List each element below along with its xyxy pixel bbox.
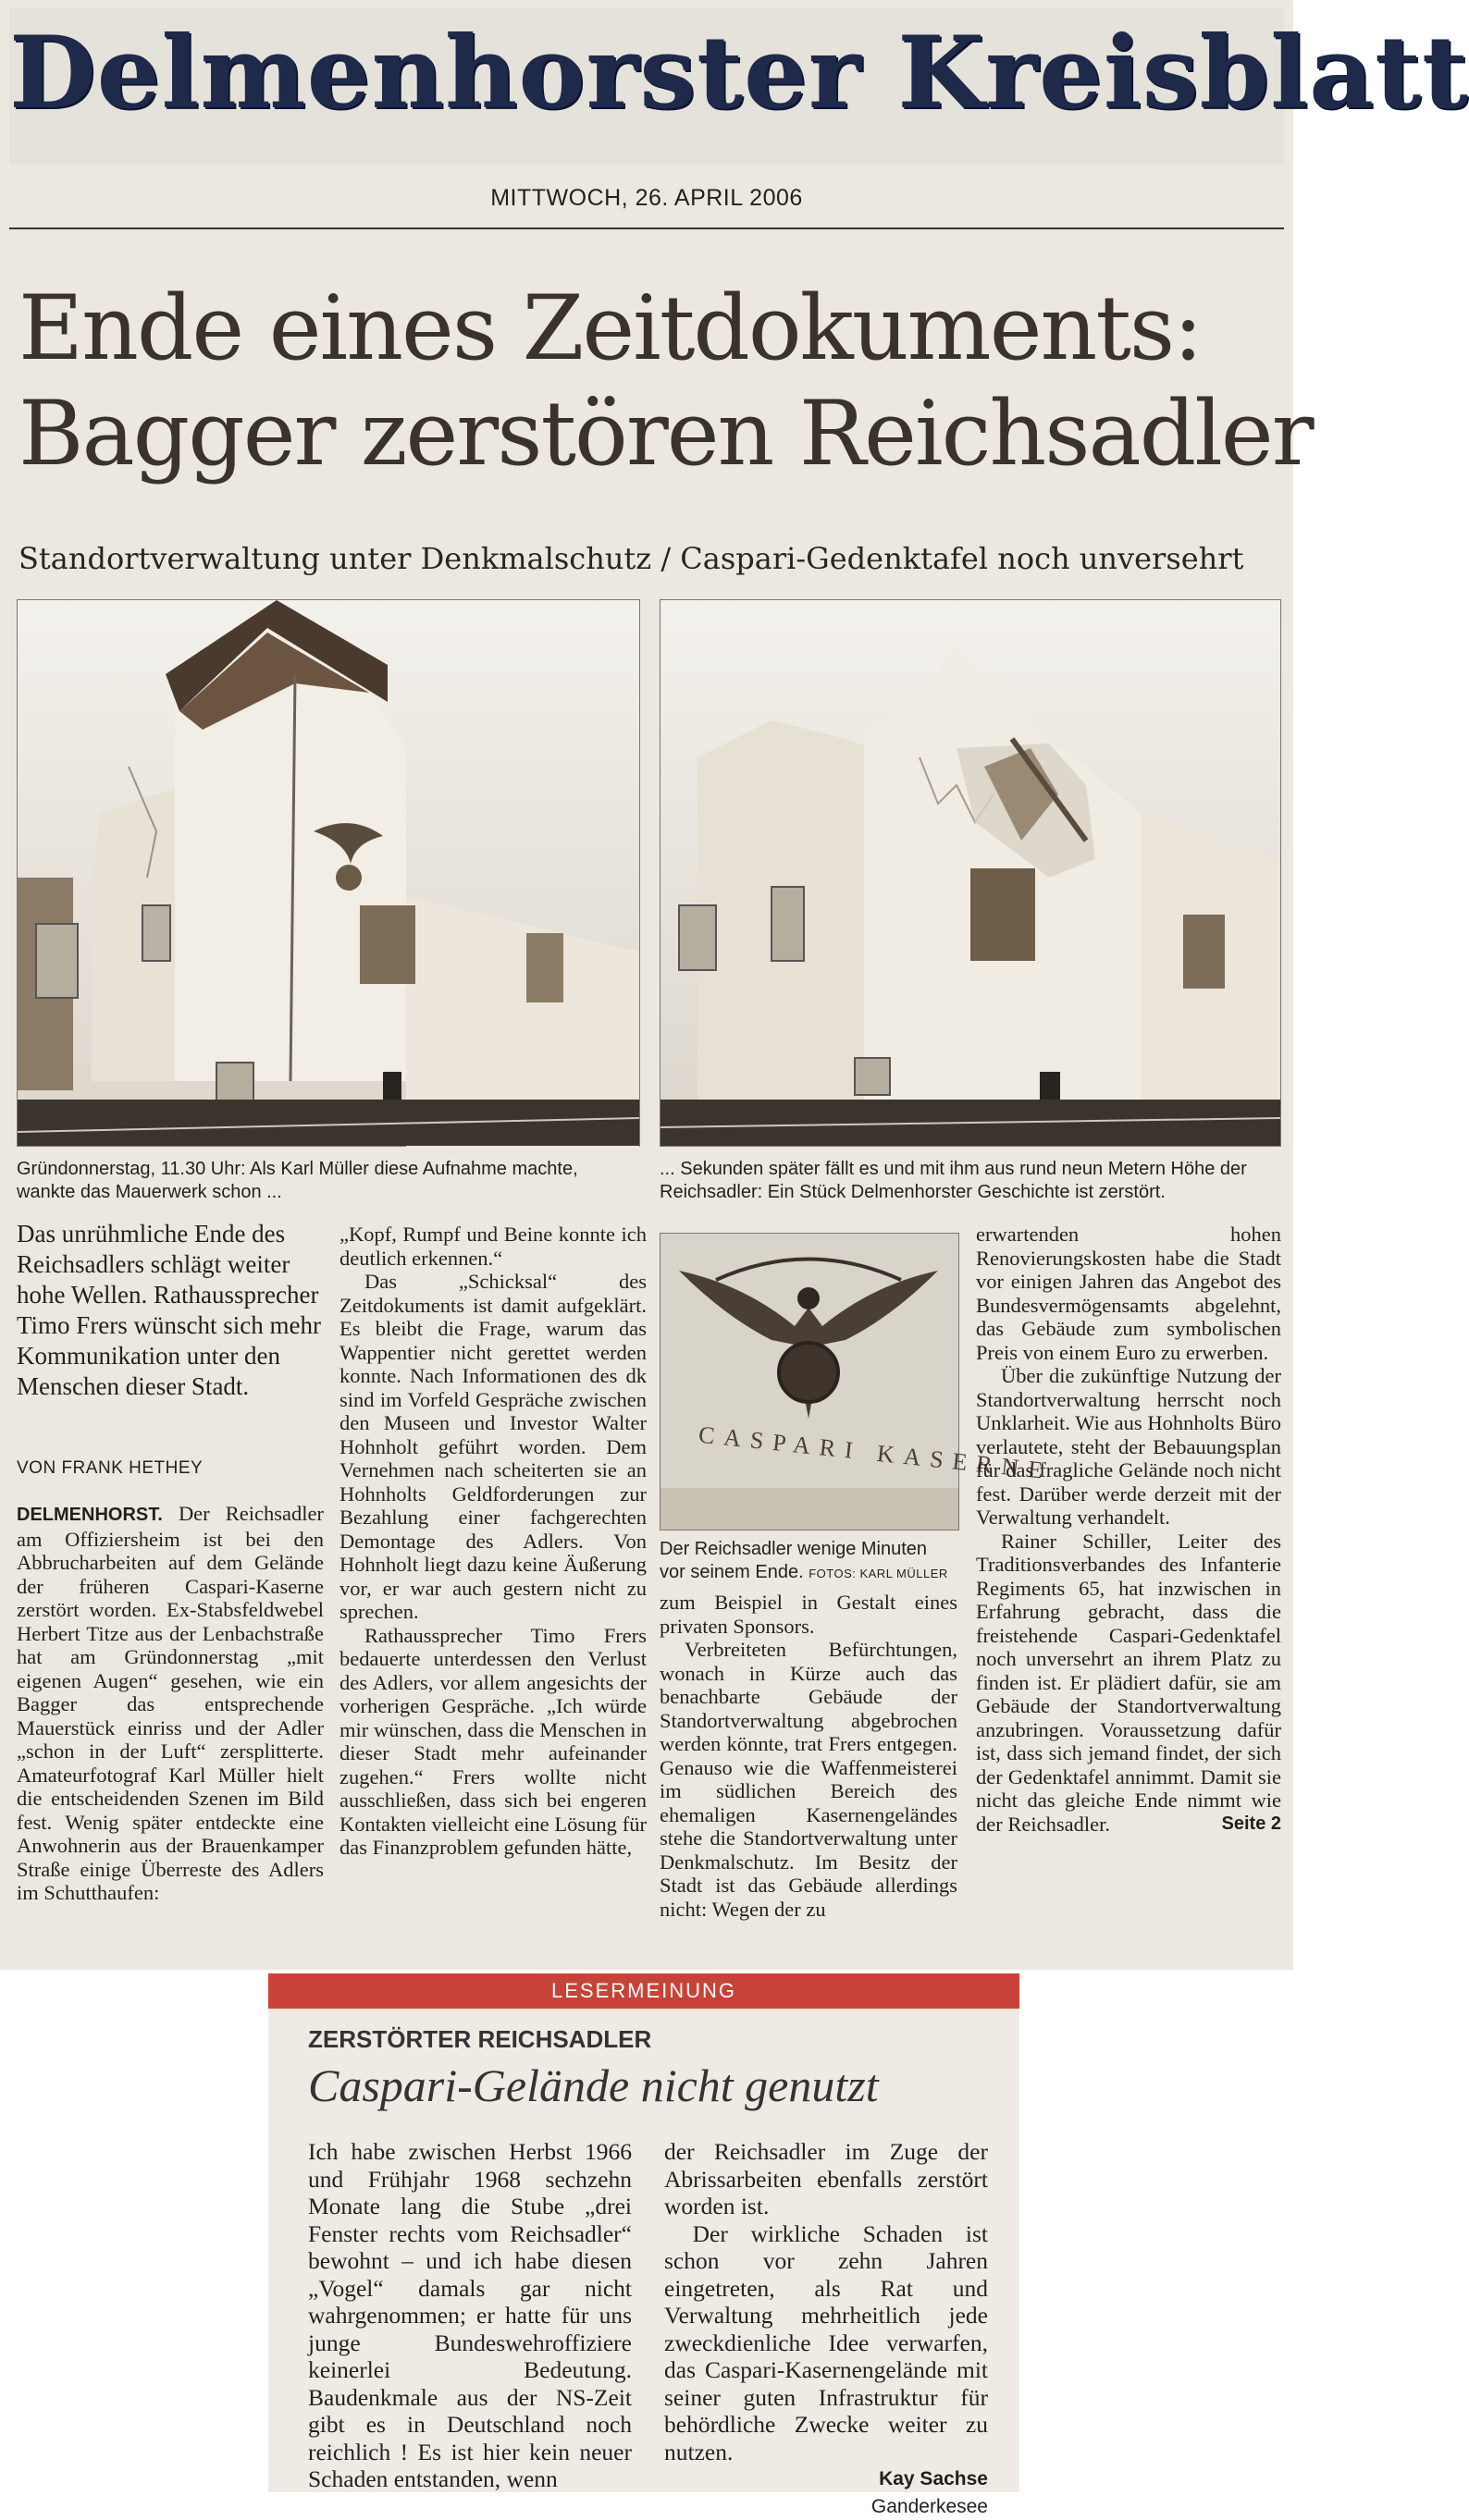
- photo-credit: FOTOS: KARL MÜLLER: [809, 1567, 948, 1580]
- headline-line-1: Ende eines Zeitdokuments:: [19, 276, 1286, 381]
- eagle-caption-text: Der Reichsadler wenige Minuten vor seinem Ende.: [660, 1539, 927, 1582]
- letter-author: Kay Sachse: [664, 2465, 988, 2493]
- eagle-caption: [660, 1538, 957, 1585]
- masthead-title: Delmenhorster Kreisblatt: [9, 15, 1284, 131]
- masthead: [9, 7, 1284, 165]
- eagle-sign-text: CASPARI KASERNE: [697, 1421, 1054, 1485]
- article-column-3: [660, 1591, 957, 1921]
- headline-line-2: Bagger zerstören Reichsadler: [19, 381, 1286, 486]
- photo-reichsadler: [660, 1233, 959, 1530]
- column-3-paragraph-1: zum Beispiel in Gestalt eines privaten Sponsors.: [660, 1591, 957, 1638]
- column-2-paragraph-3: Rathaussprecher Timo Frers bedauerte unterdessen den Verlust des Adlers, vor allem angesichts der vorherigen Gespräche. „Ich würde mir wünschen, dass die Menschen in dieser Stadt mehr aufeinander zugehen.“ Frers wollte nicht ausschließen, dass sich bei engeren Kontakten vielleicht eine Lösung für das Finanzproblem gefunden hätte,: [339, 1624, 647, 1860]
- issue-date: MITTWOCH, 26. APRIL 2006: [0, 185, 1293, 212]
- letter-author-place: Ganderkesee: [664, 2493, 988, 2520]
- letter-column-1: [308, 2138, 632, 2493]
- column-2-paragraph-2: Das „Schicksal“ des Zeitdokuments ist damit aufgeklärt. Es bleibt die Frage, warum das Wappentier nicht gerettet werden konnte. Nach Informationen des dk sind im Vorfeld Gespräche zwischen den Museen und Investor Walter Hohnholt geführt worden. Dem Vernehmen nach scheiterten sie an Hohnholts Geldforderungen zur Bezahlung einer fachgerechten Demontage des Adlers. Von Hohnholt liegt dazu keine Äußerung vor, er war auch gestern nicht zu sprechen.: [339, 1270, 647, 1624]
- column-2-paragraph-1: „Kopf, Rumpf und Beine konnte ich deutlich erkennen.“: [339, 1223, 647, 1270]
- reader-letter: [268, 1973, 1019, 2492]
- article-subheadline: Standortverwaltung unter Denkmalschutz / Caspari-Gedenktafel noch unversehrt: [19, 541, 1286, 576]
- article-column-1: [17, 1502, 324, 1905]
- letter-column-2-paragraph-1: der Reichsadler im Zuge der Abrissarbeiten ebenfalls zerstört worden ist.: [664, 2138, 988, 2220]
- letter-title: Caspari-Gelände nicht genutzt: [308, 2059, 879, 2112]
- page-reference[interactable]: Seite 2: [1197, 1813, 1281, 1837]
- article-headline: [19, 276, 1286, 486]
- column-4-paragraph-3-text: Rainer Schiller, Leiter des Traditionsverbandes des Infanterie Regiments 65, hat inzwischen in Erfahrung gebracht, dass die freistehende Caspari-Gedenktafel noch unversehrt an ihrem Platz zu finden ist. Er plädiert dafür, sie am Gebäude der Standortverwaltung anzubringen. Voraussetzung dafür ist, dass sich jemand findet, der sich der Gedenktafel annimmt. Damit sie nicht das gleiche Ende nimmt wie der Reichsadler.: [976, 1530, 1281, 1836]
- column-4-paragraph-2: Über die zukünftige Nutzung der Standortverwaltung herrscht noch Unklarheit. Wie aus Hohnholts Büro verlautete, steht der Bebauungsplan für das fragliche Gelände noch nicht fest. Darüber werde derzeit mit der Verwaltung verhandelt.: [976, 1364, 1281, 1530]
- column-3-paragraph-2: Verbreiteten Befürchtungen, wonach in Kürze auch das benachbarte Gebäude der Standortverwaltung abgebrochen werden könnte, trat Frers entgegen. Genauso wie die Waffenmeisterei im südlichen Bereich des ehemaligen Kasernengeländes stehe die Standortverwaltung unter Denkmalschutz. Im Besitz der Stadt ist das Gebäude allerdings nicht: Wegen der zu: [660, 1638, 957, 1921]
- photo-building-before: [17, 599, 640, 1147]
- article-column-2: [339, 1223, 647, 1860]
- byline: VON FRANK HETHEY: [17, 1458, 203, 1479]
- letter-column-2: [664, 2138, 988, 2520]
- photo-building-collapsing: [660, 599, 1281, 1147]
- article-column-4: [976, 1223, 1281, 1836]
- letter-banner: LESERMEINUNG: [268, 1973, 1019, 2009]
- article-lead: Das unrühmliche Ende des Reichsadlers schlägt weiter hohe Wellen. Rathaussprecher Timo Frers wünscht sich mehr Kommunikation unter den Menschen dieser Stadt.: [17, 1219, 324, 1402]
- photo-right-caption: ... Sekunden später fällt es und mit ihm aus rund neun Metern Höhe der Reichsadler: Ein Stück Delmenhorster Geschichte ist zerstört.: [660, 1158, 1279, 1204]
- letter-column-1-text: Ich habe zwischen Herbst 1966 und Frühjahr 1968 sechzehn Monate lang die Stube „drei Fenster rechts vom Reichsadler“ bewohnt – und ich habe diesen „Vogel“ damals gar nicht wahrgenommen; er hatte für uns junge Bundeswehroffiziere keinerlei Bedeutung. Baudenkmale aus der NS-Zeit gibt es in Deutschland noch reichlich ! Es ist hier kein neuer Schaden entstanden, wenn: [308, 2138, 632, 2493]
- letter-kicker: ZERSTÖRTER REICHSADLER: [308, 2025, 651, 2054]
- column-4-paragraph-3: [976, 1530, 1281, 1837]
- photo-left-caption: Gründonnerstag, 11.30 Uhr: Als Karl Müller diese Aufnahme machte, wankte das Mauerwerk schon ...: [17, 1158, 638, 1204]
- column-1-text: Der Reichsadler am Offiziersheim ist bei den Abbrucharbeiten auf dem Gelände der früheren Caspari-Kaserne zerstört worden. Ex-Stabsfeldwebel Herbert Titze aus der Lenbachstraße hat am Gründonnerstag „mit eigenen Augen“ gesehen, wie ein Bagger das entsprechende Mauerstück einriss und der Adler „schon in der Luft“ zersplitterte. Amateurfotograf Karl Müller hielt die entscheidenden Szenen im Bild fest. Wenig später entdeckte eine Anwohnerin aus der Brauenkamper Straße einige Überreste des Adlers im Schutthaufen:: [17, 1502, 324, 1904]
- letter-column-2-paragraph-2: Der wirkliche Schaden ist schon vor zehn Jahren eingetreten, als Rat und Verwaltung mehrheitlich jede zweckdienliche Idee verwarfen, das Caspari-Kasernengelände mit seiner guten Infrastruktur für behördliche Zwecke weiter zu nutzen.: [664, 2220, 988, 2466]
- column-4-paragraph-1: erwartenden hohen Renovierungskosten habe die Stadt vor einigen Jahren das Angebot des Bundesvermögensamts abgelehnt, das Gebäude zum symbolischen Preis von einem Euro zu erwerben.: [976, 1223, 1281, 1364]
- masthead-rule: [9, 227, 1284, 229]
- dateline: DELMENHORST.: [17, 1505, 163, 1525]
